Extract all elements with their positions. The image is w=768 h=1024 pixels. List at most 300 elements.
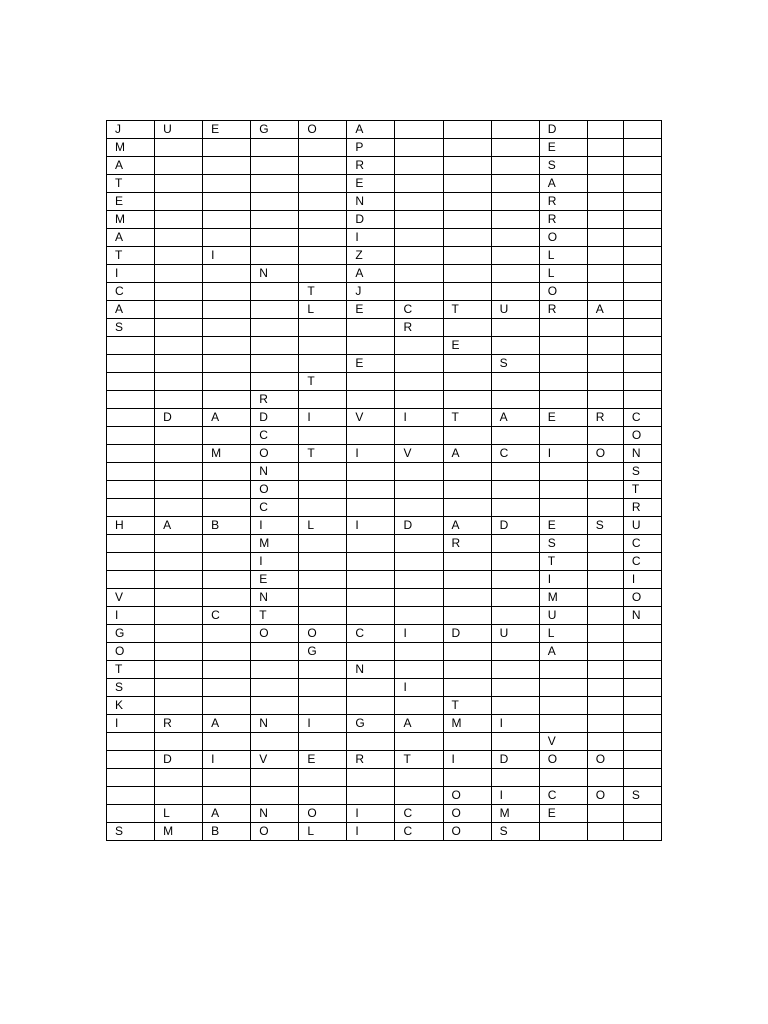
grid-cell <box>395 211 443 229</box>
grid-cell <box>587 283 623 301</box>
grid-cell: M <box>107 211 155 229</box>
grid-row <box>107 643 662 661</box>
grid-cell: O <box>539 751 587 769</box>
grid-cell <box>203 193 251 211</box>
grid-cell: R <box>395 319 443 337</box>
grid-cell: G <box>299 643 347 661</box>
grid-cell <box>443 679 491 697</box>
grid-cell <box>491 589 539 607</box>
grid-cell <box>347 643 395 661</box>
grid-row <box>107 553 662 571</box>
grid-cell: D <box>251 409 299 427</box>
grid-cell <box>539 715 587 733</box>
grid-cell <box>299 391 347 409</box>
grid-cell: B <box>203 823 251 841</box>
grid-cell <box>155 229 203 247</box>
grid-cell <box>539 355 587 373</box>
grid-cell <box>107 427 155 445</box>
grid-cell <box>299 139 347 157</box>
grid-cell: P <box>347 139 395 157</box>
grid-cell: C <box>395 301 443 319</box>
grid-cell <box>155 733 203 751</box>
grid-cell <box>395 787 443 805</box>
grid-cell <box>203 229 251 247</box>
grid-cell <box>347 319 395 337</box>
grid-cell <box>347 463 395 481</box>
grid-cell <box>347 553 395 571</box>
grid-cell <box>155 589 203 607</box>
grid-cell <box>299 211 347 229</box>
grid-cell <box>587 661 623 679</box>
grid-cell: T <box>107 247 155 265</box>
grid-cell <box>587 805 623 823</box>
grid-cell: A <box>155 517 203 535</box>
grid-cell <box>623 283 661 301</box>
grid-cell <box>623 247 661 265</box>
grid-cell <box>155 553 203 571</box>
grid-cell: T <box>395 751 443 769</box>
grid-cell <box>443 733 491 751</box>
grid-cell: A <box>107 301 155 319</box>
grid-cell: O <box>107 643 155 661</box>
grid-cell: R <box>539 193 587 211</box>
grid-cell: E <box>203 121 251 139</box>
grid-cell <box>395 661 443 679</box>
grid-cell <box>491 175 539 193</box>
grid-cell <box>491 481 539 499</box>
grid-cell: I <box>299 715 347 733</box>
grid-cell: R <box>587 409 623 427</box>
grid-cell <box>155 337 203 355</box>
grid-row <box>107 319 662 337</box>
grid-cell <box>107 769 155 787</box>
grid-cell <box>395 193 443 211</box>
grid-cell <box>587 733 623 751</box>
grid-cell: Z <box>347 247 395 265</box>
grid-cell: O <box>443 787 491 805</box>
grid-cell: C <box>623 553 661 571</box>
grid-row <box>107 715 662 733</box>
grid-row <box>107 337 662 355</box>
grid-row <box>107 301 662 319</box>
grid-cell: O <box>299 805 347 823</box>
grid-cell <box>203 625 251 643</box>
grid-cell <box>107 787 155 805</box>
grid-row <box>107 445 662 463</box>
grid-cell: C <box>203 607 251 625</box>
grid-cell <box>299 661 347 679</box>
grid-cell <box>443 499 491 517</box>
grid-cell <box>623 139 661 157</box>
grid-cell <box>203 355 251 373</box>
grid-cell: R <box>251 391 299 409</box>
grid-cell: C <box>491 445 539 463</box>
grid-cell <box>443 121 491 139</box>
grid-cell: D <box>491 517 539 535</box>
grid-cell: S <box>623 787 661 805</box>
grid-cell: O <box>299 121 347 139</box>
grid-cell: S <box>539 535 587 553</box>
grid-cell: O <box>299 625 347 643</box>
grid-cell <box>155 697 203 715</box>
grid-cell <box>251 139 299 157</box>
grid-cell <box>395 283 443 301</box>
grid-cell <box>107 499 155 517</box>
grid-row <box>107 733 662 751</box>
grid-cell <box>443 283 491 301</box>
grid-cell: A <box>587 301 623 319</box>
grid-cell: A <box>539 643 587 661</box>
grid-cell: M <box>203 445 251 463</box>
grid-cell: O <box>539 283 587 301</box>
grid-cell <box>203 499 251 517</box>
grid-cell <box>155 301 203 319</box>
grid-cell <box>299 571 347 589</box>
grid-cell: G <box>347 715 395 733</box>
grid-cell <box>251 355 299 373</box>
grid-cell <box>587 211 623 229</box>
grid-cell <box>587 643 623 661</box>
grid-cell <box>251 769 299 787</box>
grid-cell: K <box>107 697 155 715</box>
grid-cell <box>491 337 539 355</box>
grid-cell: O <box>587 445 623 463</box>
grid-cell <box>251 319 299 337</box>
grid-cell <box>443 571 491 589</box>
grid-cell: O <box>539 229 587 247</box>
grid-cell: R <box>443 535 491 553</box>
grid-cell: C <box>251 499 299 517</box>
grid-cell <box>587 697 623 715</box>
grid-cell: G <box>251 121 299 139</box>
grid-cell <box>443 481 491 499</box>
grid-cell: L <box>539 625 587 643</box>
grid-cell <box>623 175 661 193</box>
grid-cell <box>623 301 661 319</box>
grid-cell <box>203 535 251 553</box>
grid-cell: I <box>395 625 443 643</box>
grid-cell: L <box>539 247 587 265</box>
grid-cell <box>539 319 587 337</box>
grid-cell <box>203 265 251 283</box>
grid-cell <box>587 679 623 697</box>
grid-cell <box>395 157 443 175</box>
grid-cell <box>587 175 623 193</box>
grid-cell <box>443 247 491 265</box>
grid-cell <box>107 733 155 751</box>
grid-cell <box>203 733 251 751</box>
grid-cell: T <box>623 481 661 499</box>
grid-cell <box>623 715 661 733</box>
grid-cell <box>155 373 203 391</box>
grid-row <box>107 121 662 139</box>
grid-cell: V <box>395 445 443 463</box>
grid-cell <box>155 481 203 499</box>
grid-cell <box>107 337 155 355</box>
grid-cell: D <box>155 409 203 427</box>
grid-cell <box>347 337 395 355</box>
grid-cell <box>443 607 491 625</box>
grid-cell <box>491 499 539 517</box>
grid-cell <box>299 769 347 787</box>
grid-cell <box>587 139 623 157</box>
grid-cell <box>251 193 299 211</box>
grid-cell <box>347 769 395 787</box>
grid-cell: E <box>251 571 299 589</box>
grid-cell <box>395 337 443 355</box>
grid-cell: I <box>623 571 661 589</box>
grid-cell <box>395 571 443 589</box>
grid-cell: T <box>443 409 491 427</box>
grid-cell: O <box>443 805 491 823</box>
grid-cell <box>623 805 661 823</box>
grid-cell <box>491 247 539 265</box>
grid-cell <box>491 427 539 445</box>
grid-cell: T <box>299 445 347 463</box>
grid-cell: O <box>251 625 299 643</box>
grid-row <box>107 427 662 445</box>
grid-cell <box>107 571 155 589</box>
grid-cell <box>203 391 251 409</box>
grid-cell <box>587 157 623 175</box>
grid-cell: E <box>107 193 155 211</box>
grid-cell: C <box>539 787 587 805</box>
grid-cell <box>203 589 251 607</box>
grid-cell <box>155 661 203 679</box>
grid-cell: A <box>107 229 155 247</box>
grid-cell <box>491 679 539 697</box>
grid-cell <box>155 211 203 229</box>
grid-cell <box>251 301 299 319</box>
grid-cell <box>443 157 491 175</box>
grid-cell: T <box>107 661 155 679</box>
grid-cell <box>203 769 251 787</box>
grid-cell <box>203 211 251 229</box>
grid-cell: R <box>623 499 661 517</box>
grid-cell <box>395 175 443 193</box>
grid-cell: O <box>251 445 299 463</box>
grid-cell <box>203 697 251 715</box>
grid-cell: V <box>539 733 587 751</box>
grid-cell: C <box>623 535 661 553</box>
grid-cell <box>395 463 443 481</box>
grid-cell <box>491 697 539 715</box>
grid-cell: E <box>539 805 587 823</box>
grid-row <box>107 265 662 283</box>
grid-row <box>107 805 662 823</box>
grid-cell: R <box>347 157 395 175</box>
grid-cell <box>299 463 347 481</box>
grid-cell: L <box>155 805 203 823</box>
grid-cell <box>539 679 587 697</box>
grid-cell <box>155 175 203 193</box>
grid-cell <box>203 175 251 193</box>
grid-cell: N <box>623 445 661 463</box>
grid-cell <box>155 157 203 175</box>
grid-cell: A <box>203 715 251 733</box>
grid-cell <box>587 499 623 517</box>
grid-cell: I <box>299 409 347 427</box>
grid-cell <box>203 373 251 391</box>
grid-cell <box>107 481 155 499</box>
grid-cell: A <box>203 805 251 823</box>
grid-cell <box>251 229 299 247</box>
grid-cell <box>299 265 347 283</box>
grid-cell <box>347 499 395 517</box>
grid-cell <box>443 211 491 229</box>
grid-cell <box>587 319 623 337</box>
grid-cell <box>347 571 395 589</box>
grid-cell: D <box>347 211 395 229</box>
grid-cell: S <box>587 517 623 535</box>
grid-cell <box>587 247 623 265</box>
grid-cell <box>251 733 299 751</box>
grid-cell <box>587 355 623 373</box>
grid-cell <box>491 391 539 409</box>
grid-cell <box>587 121 623 139</box>
grid-cell <box>491 607 539 625</box>
grid-cell <box>299 535 347 553</box>
grid-cell <box>155 319 203 337</box>
grid-cell <box>395 265 443 283</box>
grid-cell: B <box>203 517 251 535</box>
grid-cell <box>395 481 443 499</box>
grid-cell <box>251 157 299 175</box>
grid-row <box>107 211 662 229</box>
grid-cell: I <box>203 751 251 769</box>
grid-cell: O <box>623 427 661 445</box>
grid-cell <box>299 553 347 571</box>
grid-cell: O <box>587 751 623 769</box>
grid-cell <box>299 679 347 697</box>
grid-cell <box>443 643 491 661</box>
grid-cell: L <box>299 823 347 841</box>
grid-cell <box>491 571 539 589</box>
grid-cell <box>107 409 155 427</box>
grid-cell: N <box>347 661 395 679</box>
grid-cell <box>299 355 347 373</box>
grid-cell: J <box>347 283 395 301</box>
grid-cell <box>443 175 491 193</box>
grid-cell: O <box>623 589 661 607</box>
grid-row <box>107 499 662 517</box>
grid-cell: E <box>539 517 587 535</box>
grid-cell: S <box>491 823 539 841</box>
grid-cell <box>299 229 347 247</box>
grid-cell: D <box>443 625 491 643</box>
grid-cell <box>347 589 395 607</box>
grid-row <box>107 517 662 535</box>
grid-cell <box>587 229 623 247</box>
grid-cell <box>203 157 251 175</box>
grid-row <box>107 625 662 643</box>
grid-cell <box>443 427 491 445</box>
grid-cell <box>587 607 623 625</box>
grid-cell <box>203 283 251 301</box>
grid-cell <box>107 355 155 373</box>
grid-cell <box>443 589 491 607</box>
grid-cell <box>491 643 539 661</box>
grid-cell: N <box>251 463 299 481</box>
grid-cell <box>155 535 203 553</box>
grid-cell <box>395 643 443 661</box>
grid-cell <box>299 175 347 193</box>
grid-cell <box>299 481 347 499</box>
grid-cell <box>587 391 623 409</box>
grid-cell <box>203 337 251 355</box>
grid-cell: I <box>107 715 155 733</box>
grid-cell <box>491 463 539 481</box>
grid-cell: I <box>491 715 539 733</box>
grid-cell <box>623 211 661 229</box>
grid-cell <box>587 535 623 553</box>
grid-cell: U <box>155 121 203 139</box>
grid-cell: S <box>491 355 539 373</box>
grid-cell: I <box>347 517 395 535</box>
grid-cell <box>251 787 299 805</box>
grid-cell <box>587 823 623 841</box>
grid-cell: N <box>347 193 395 211</box>
grid-cell: I <box>107 265 155 283</box>
grid-cell: R <box>347 751 395 769</box>
grid-cell <box>491 139 539 157</box>
grid-cell: S <box>107 823 155 841</box>
grid-cell <box>623 751 661 769</box>
grid-row <box>107 139 662 157</box>
grid-cell <box>623 661 661 679</box>
grid-cell <box>155 265 203 283</box>
grid-cell: A <box>107 157 155 175</box>
grid-row <box>107 157 662 175</box>
grid-cell <box>155 445 203 463</box>
grid-cell <box>491 283 539 301</box>
grid-cell <box>539 697 587 715</box>
grid-cell: T <box>107 175 155 193</box>
grid-cell: M <box>107 139 155 157</box>
grid-row <box>107 571 662 589</box>
grid-cell: T <box>251 607 299 625</box>
grid-cell: I <box>347 445 395 463</box>
grid-cell <box>155 283 203 301</box>
grid-cell: H <box>107 517 155 535</box>
grid-cell <box>491 661 539 679</box>
grid-cell <box>539 481 587 499</box>
grid-cell <box>587 463 623 481</box>
grid-cell: I <box>539 571 587 589</box>
grid-cell: V <box>107 589 155 607</box>
grid-cell <box>203 661 251 679</box>
grid-cell: A <box>347 121 395 139</box>
grid-cell: L <box>539 265 587 283</box>
grid-row <box>107 697 662 715</box>
grid-cell: J <box>107 121 155 139</box>
grid-cell <box>251 247 299 265</box>
grid-cell <box>155 679 203 697</box>
grid-cell <box>623 157 661 175</box>
grid-cell <box>539 391 587 409</box>
grid-cell <box>155 625 203 643</box>
grid-cell: A <box>347 265 395 283</box>
grid-cell <box>539 661 587 679</box>
grid-cell <box>443 769 491 787</box>
grid-cell <box>251 697 299 715</box>
grid-cell: E <box>443 337 491 355</box>
grid-cell <box>107 751 155 769</box>
grid-cell <box>203 787 251 805</box>
grid-cell <box>443 661 491 679</box>
grid-cell <box>299 193 347 211</box>
grid-cell: U <box>491 301 539 319</box>
